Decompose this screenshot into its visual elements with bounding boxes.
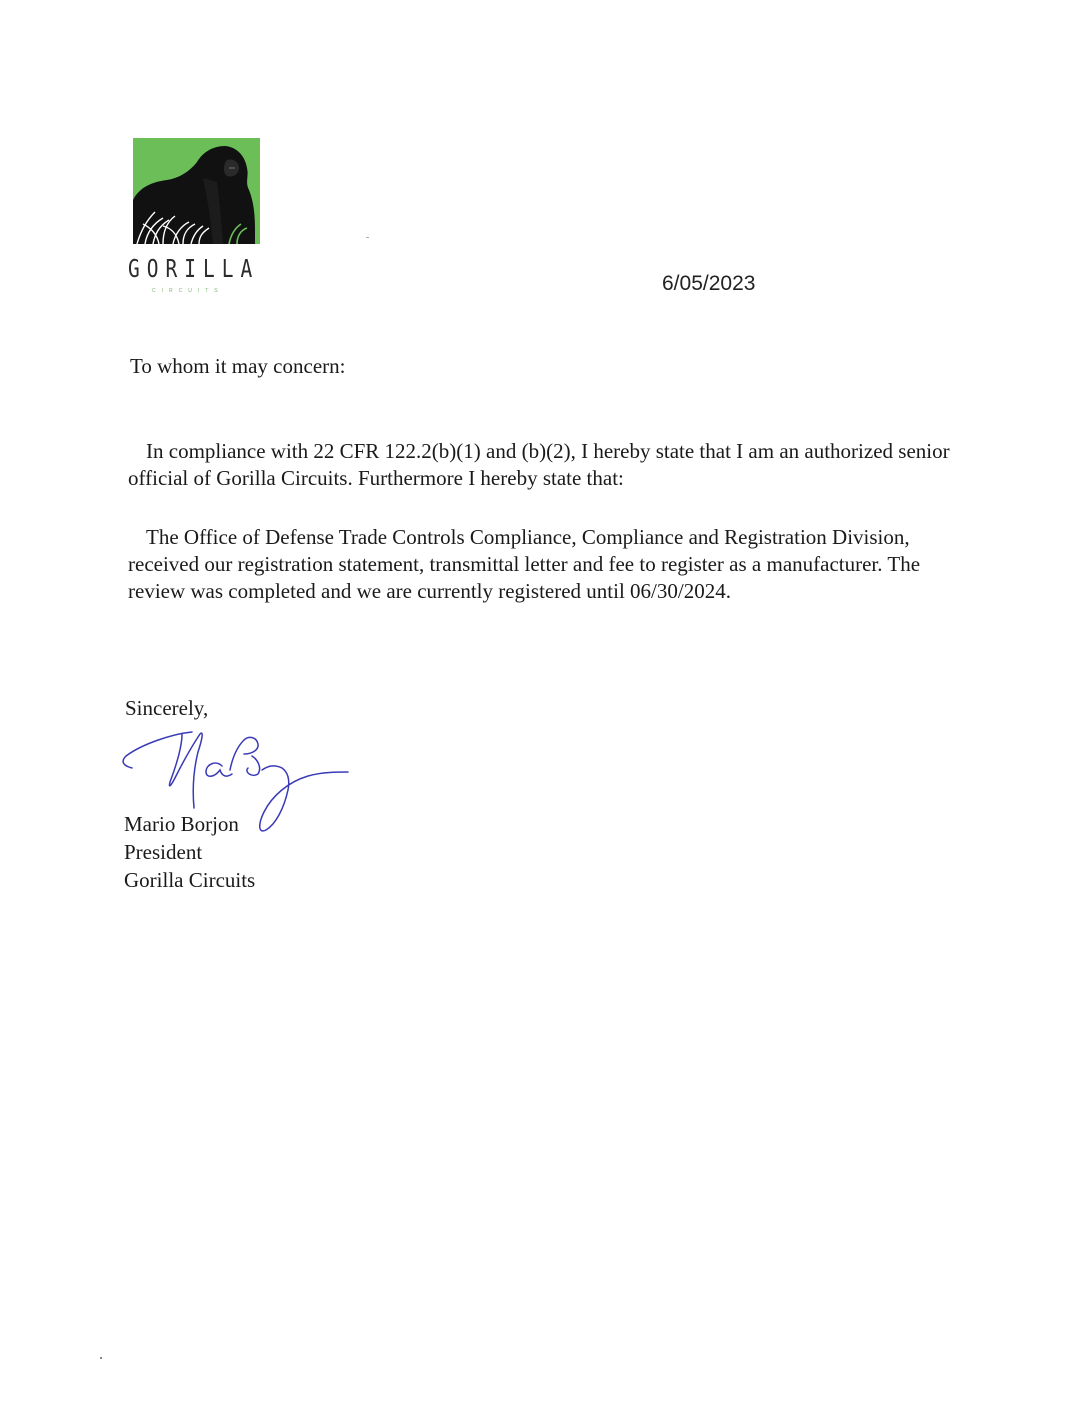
signature-block	[124, 810, 255, 894]
scan-speck	[100, 1357, 102, 1359]
salutation: To whom it may concern:	[130, 354, 346, 378]
brand-name: GORILLA	[128, 254, 260, 283]
signer-title: President	[124, 840, 203, 864]
closing: Sincerely,	[125, 696, 209, 720]
letter-date: 6/05/2023	[662, 272, 756, 295]
signer-name: Mario Borjon	[124, 812, 239, 836]
body-paragraph: In compliance with 22 CFR 122.2(b)(1) and (b)(2), I hereby state that I am an authorized senior official of Gorilla Circuits. Furthermore I hereby state that:	[128, 439, 950, 490]
gorilla-logo-icon	[133, 138, 260, 244]
body-paragraph: The Office of Defense Trade Controls Compliance, Compliance and Registration Division, received our registration statement, transmittal letter and fee to register as a manufacturer. The review was completed and we are currently registered until 06/30/2024.	[128, 525, 921, 603]
scan-speck	[366, 237, 369, 238]
signer-company: Gorilla Circuits	[124, 868, 256, 892]
brand-subtitle: CIRCUITS	[152, 288, 224, 294]
